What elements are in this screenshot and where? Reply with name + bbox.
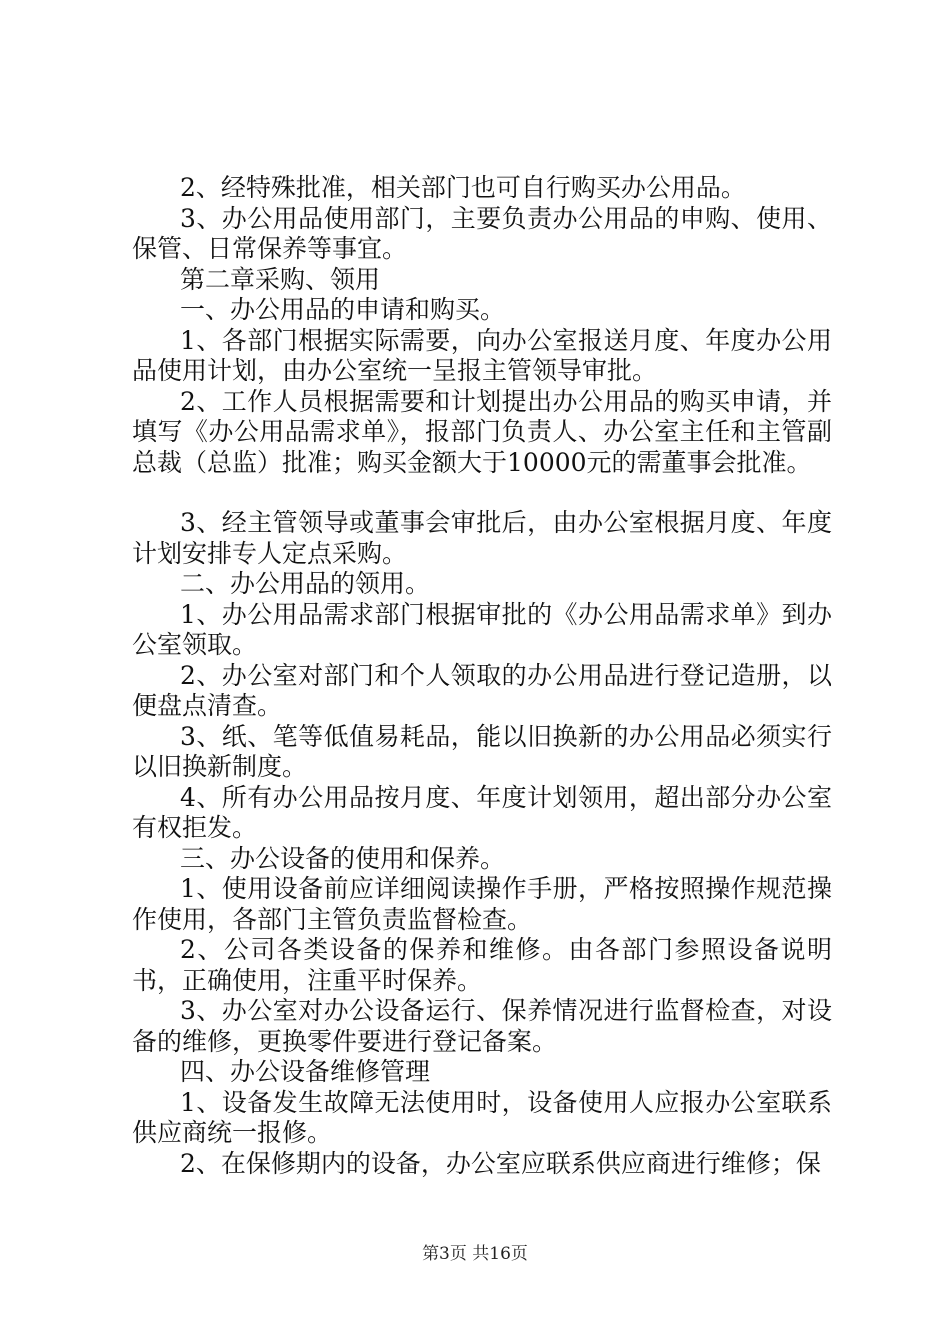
paragraph: 1、设备发生故障无法使用时，设备使用人应报办公室联系供应商统一报修。 xyxy=(132,1087,832,1147)
paragraph: 1、各部门根据实际需要，向办公室报送月度、年度办公用品使用计划，由办公室统一呈报主管领导审批。 xyxy=(132,325,832,385)
paragraph: 3、办公用品使用部门，主要负责办公用品的申购、使用、保管、日常保养等事宜。 xyxy=(132,203,832,263)
paragraph: 1、使用设备前应详细阅读操作手册，严格按照操作规范操作使用，各部门主管负责监督检查。 xyxy=(132,874,832,934)
section-heading: 二、办公用品的领用。 xyxy=(180,569,431,598)
paragraph: 2、公司各类设备的保养和维修。由各部门参照设备说明书，正确使用，注重平时保养。 xyxy=(132,935,832,995)
paragraph: 2、经特殊批准，相关部门也可自行购买办公用品。 xyxy=(180,173,746,202)
paragraph: 3、办公室对办公设备运行、保养情况进行监督检查，对设备的维修，更换零件要进行登记备案。 xyxy=(132,996,832,1056)
section-heading: 四、办公设备维修管理 xyxy=(180,1057,431,1086)
page-number-footer: 第3页 共16页 xyxy=(422,1244,528,1264)
paragraph: 2、工作人员根据需要和计划提出办公用品的购买申请，并填写《办公用品需求单》，报部门负责人、办公室主任和主管副总裁（总监）批准；购买金额大于10000元的需董事会批准。 xyxy=(132,386,832,477)
section-heading: 三、办公设备的使用和保养。 xyxy=(180,843,506,873)
chapter-heading: 第二章采购、领用 xyxy=(180,264,381,294)
paragraph: 4、所有办公用品按月度、年度计划领用，超出部分办公室有权拒发。 xyxy=(132,782,832,842)
document-body xyxy=(132,173,832,1179)
paragraph: 3、纸、笔等低值易耗品，能以旧换新的办公用品必须实行以旧换新制度。 xyxy=(132,721,832,781)
paragraph: 2、办公室对部门和个人领取的办公用品进行登记造册，以便盘点清查。 xyxy=(132,660,832,720)
paragraph: 3、经主管领导或董事会审批后，由办公室根据月度、年度计划安排专人定点采购。 xyxy=(132,508,832,568)
section-heading: 一、办公用品的申请和购买。 xyxy=(180,295,506,324)
paragraph: 2、在保修期内的设备，办公室应联系供应商进行维修；保 xyxy=(180,1148,821,1178)
paragraph: 1、办公用品需求部门根据审批的《办公用品需求单》到办公室领取。 xyxy=(132,599,832,659)
